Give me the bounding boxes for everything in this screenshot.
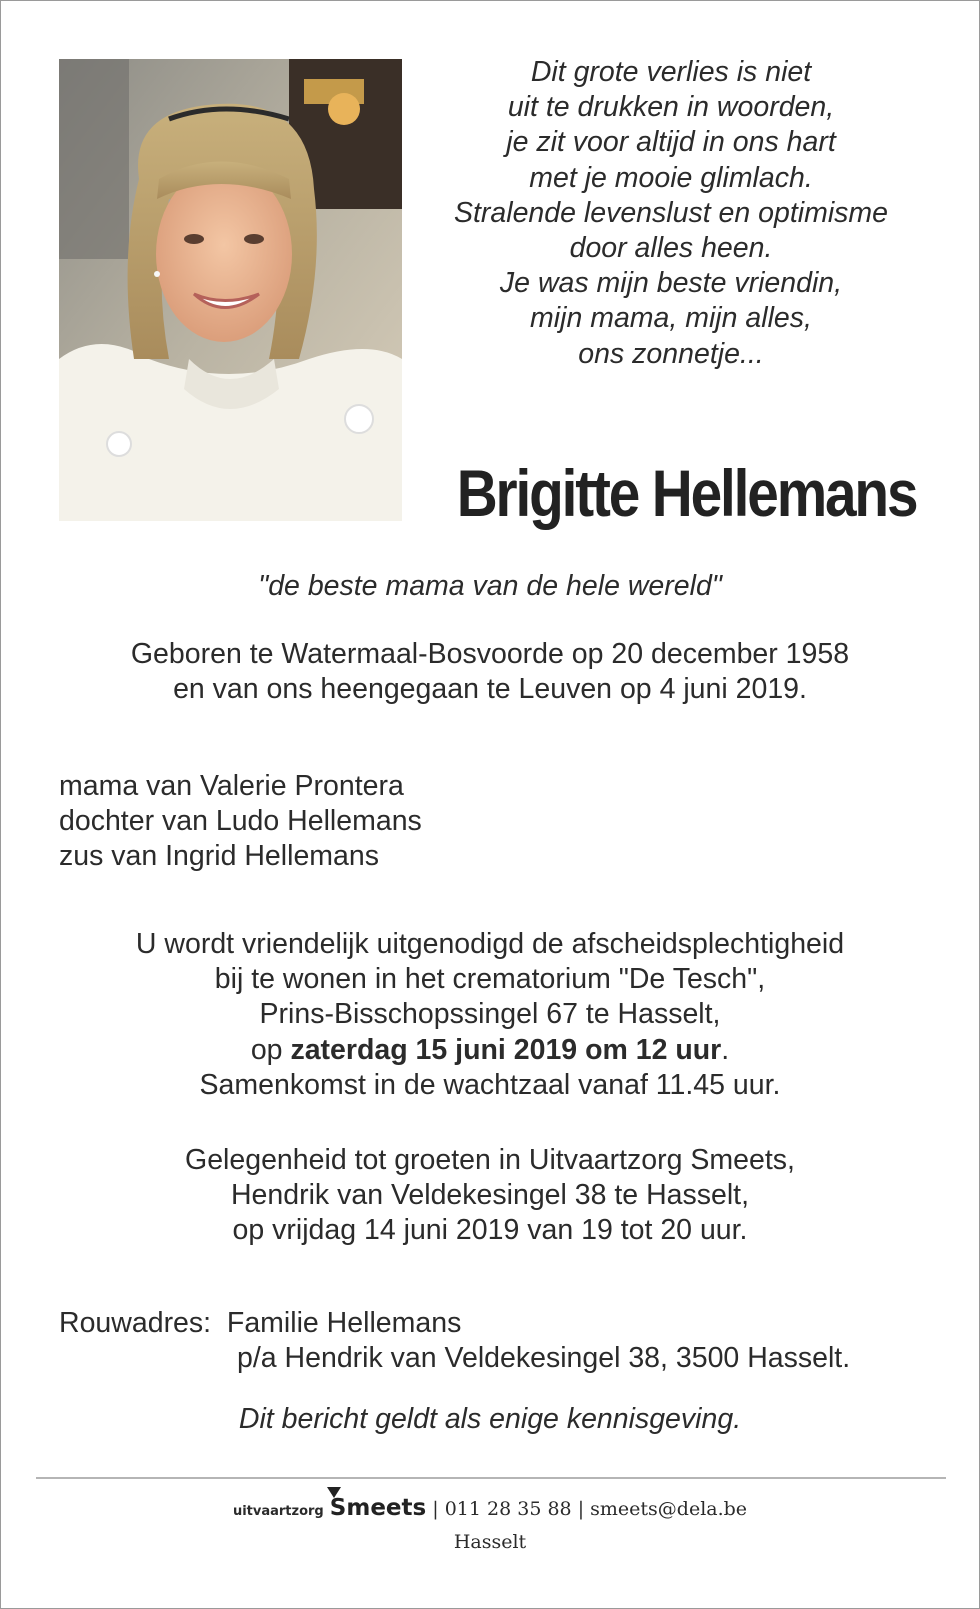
footer-separator: | xyxy=(432,1498,439,1520)
poem-line: door alles heen. xyxy=(569,232,773,265)
ceremony-date-prefix: op xyxy=(250,1033,291,1066)
poem-line: Stralende levenslust en optimisme xyxy=(453,196,889,229)
poem-line: ons zonnetje... xyxy=(578,337,764,370)
logo-triangle-icon xyxy=(327,1487,341,1498)
footer-city: Hasselt xyxy=(453,1531,527,1553)
poem-line: Dit grote verlies is niet xyxy=(530,56,812,88)
greeting-line: Hendrik van Veldekesingel 38 te Hasselt, xyxy=(230,1179,750,1212)
footer-brand: Smeets xyxy=(329,1495,427,1521)
footer-phone: 011 28 35 88 xyxy=(444,1498,572,1520)
ceremony-line: Prins-Bisschopssingel 67 te Hasselt, xyxy=(259,998,721,1031)
address-street: p/a Hendrik van Veldekesingel 38, 3500 Hasselt. xyxy=(237,1342,851,1374)
ceremony-date: zaterdag 15 juni 2019 om 12 uur xyxy=(290,1033,722,1066)
greeting-line: Gelegenheid tot groeten in Uitvaartzorg Smeets, xyxy=(185,1144,795,1176)
footer-email: smeets@dela.be xyxy=(590,1498,748,1520)
poem-line: je zit voor altijd in ons hart xyxy=(506,126,836,159)
ceremony-info xyxy=(1,927,979,1103)
poem-line: uit te drukken in woorden, xyxy=(507,91,835,124)
footer-separator: | xyxy=(577,1498,585,1520)
death-line: en van ons heengegaan te Leuven op 4 juni 2019. xyxy=(173,673,807,706)
footer-contact-line xyxy=(233,1491,747,1529)
footer-prefix: uitvaartzorg xyxy=(232,1504,324,1519)
poem-line: Je was mijn beste vriendin, xyxy=(499,267,843,300)
poem-line: met je mooie glimlach. xyxy=(529,161,813,194)
ceremony-line: U wordt vriendelijk uitgenodigd de afscheidsplechtigheid xyxy=(135,928,845,960)
greeting-info xyxy=(1,1143,979,1249)
poem xyxy=(421,55,921,372)
birth-death-info xyxy=(1,637,979,707)
relation-item: zus van Ingrid Hellemans xyxy=(59,840,379,872)
mourning-address xyxy=(59,1306,850,1376)
portrait-photo xyxy=(59,59,402,521)
relation-item: mama van Valerie Prontera xyxy=(59,770,404,802)
address-row xyxy=(59,1306,850,1341)
ceremony-date-suffix: . xyxy=(721,1033,730,1066)
relation-item: dochter van Ludo Hellemans xyxy=(59,805,422,837)
tagline-quote: "de beste mama van de hele wereld" xyxy=(258,570,722,602)
divider xyxy=(36,1477,946,1479)
deceased-name: Brigitte Hellemans xyxy=(456,456,917,530)
notice-text: Dit bericht geldt als enige kennisgeving. xyxy=(238,1403,742,1435)
ceremony-date-line xyxy=(1,1033,979,1068)
address-label: Rouwadres: xyxy=(59,1307,212,1339)
ceremony-line: bij te wonen in het crematorium "De Tesch", xyxy=(214,963,766,996)
relations-list xyxy=(59,769,422,874)
greeting-line: op vrijdag 14 juni 2019 van 19 tot 20 uur. xyxy=(232,1214,748,1247)
portrait-illustration xyxy=(59,59,402,521)
address-family: Familie Hellemans xyxy=(226,1307,462,1339)
funeral-home-footer xyxy=(1,1491,979,1555)
birth-line: Geboren te Watermaal-Bosvoorde op 20 december 1958 xyxy=(130,638,850,670)
poem-line: mijn mama, mijn alles, xyxy=(530,302,812,335)
ceremony-line: Samenkomst in de wachtzaal vanaf 11.45 uur. xyxy=(199,1068,781,1101)
